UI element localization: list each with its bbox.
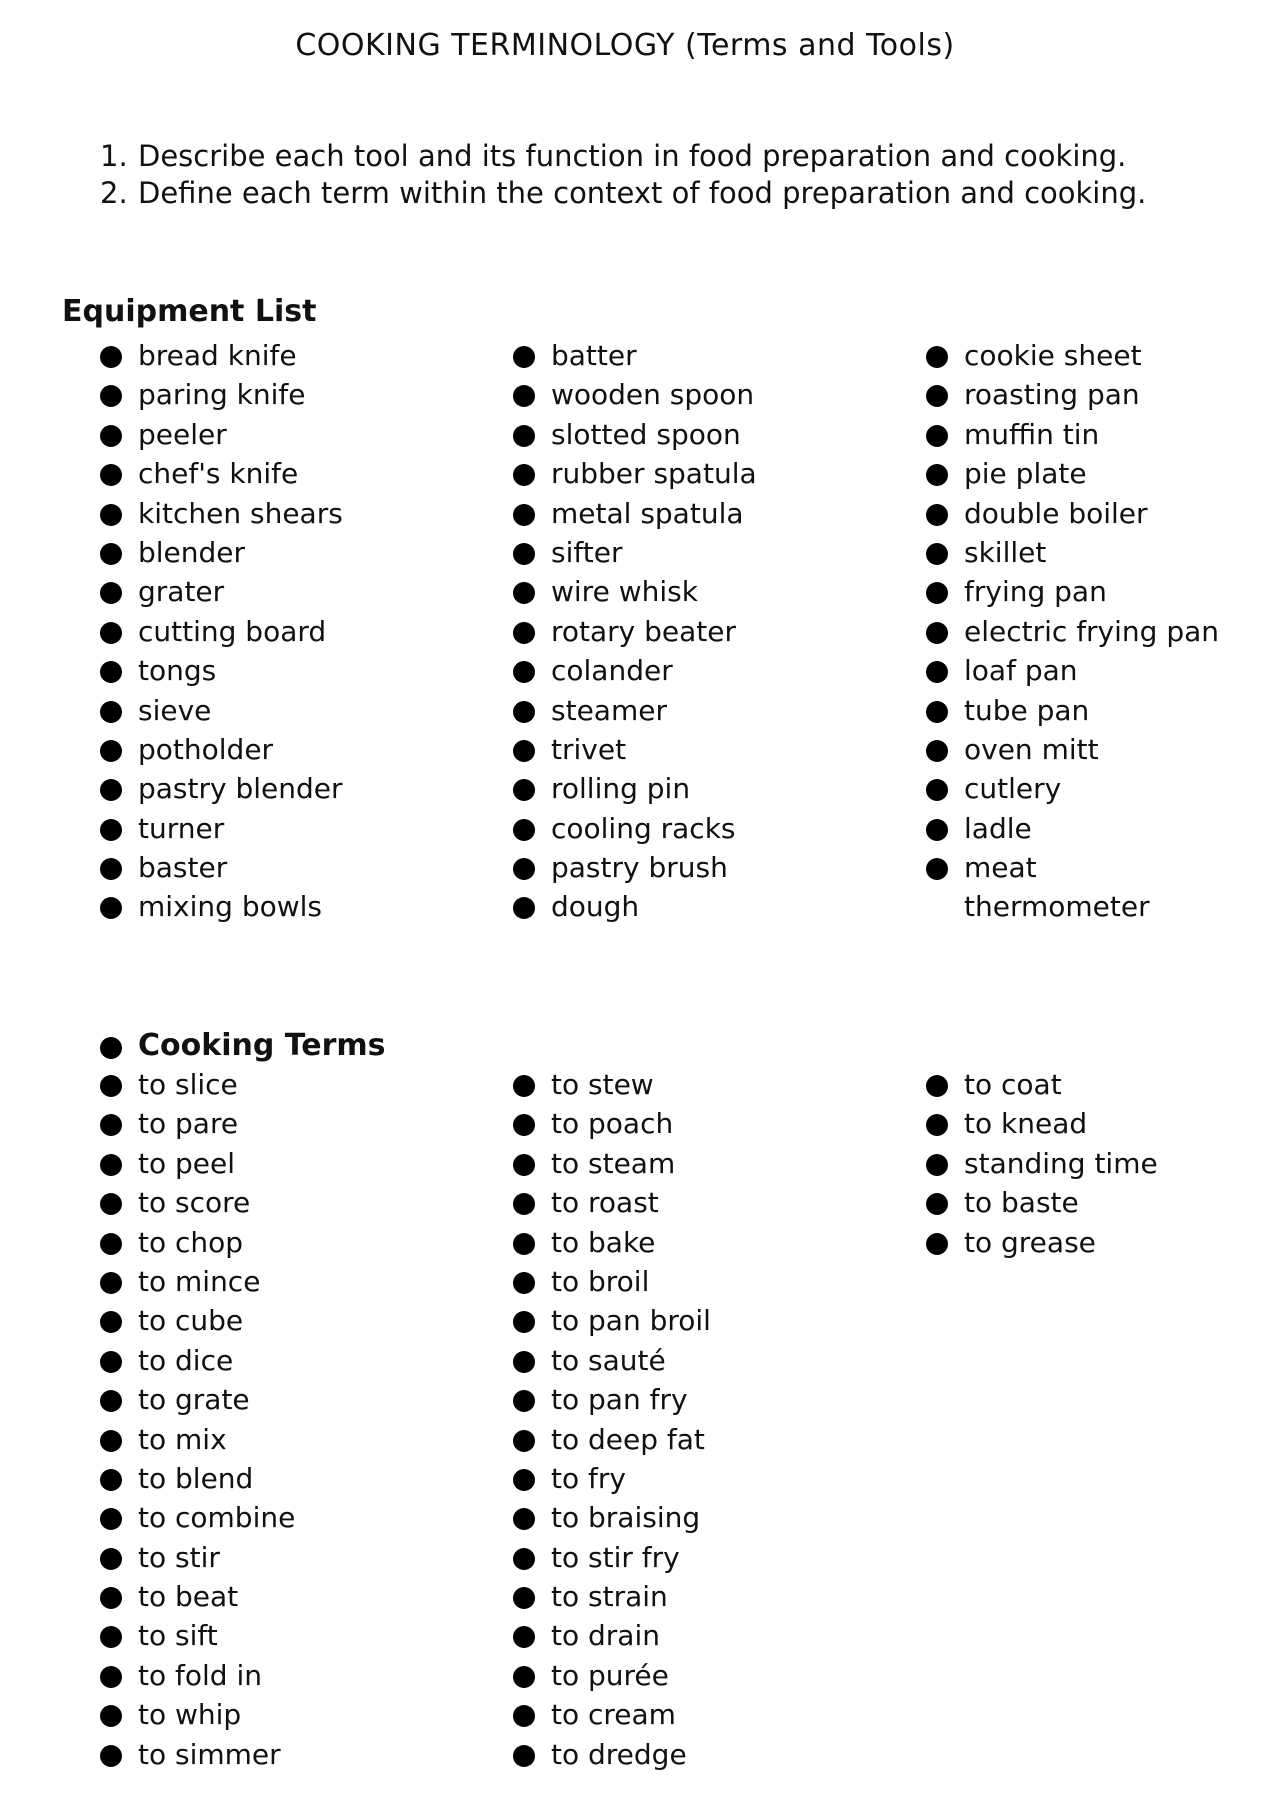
list-item-label: skillet	[964, 535, 1047, 569]
list-item	[100, 848, 343, 887]
list-item	[926, 572, 1219, 611]
list-item	[100, 1341, 295, 1380]
bullet-icon	[926, 1154, 948, 1176]
list-item-label: to braising	[551, 1501, 701, 1535]
list-item-label: kitchen shears	[138, 496, 343, 530]
bullet-icon	[100, 1548, 122, 1570]
list-item-label: steamer	[551, 693, 667, 727]
bullet-icon	[100, 1469, 122, 1491]
bullet-icon	[926, 858, 948, 880]
list-item	[100, 887, 343, 926]
list-item	[100, 494, 343, 533]
list-item-label: turner	[138, 811, 225, 845]
list-item	[100, 612, 343, 651]
bullet-icon	[513, 740, 535, 762]
list-item-label: to drain	[551, 1619, 660, 1653]
bullet-icon	[513, 897, 535, 919]
bullet-icon	[926, 779, 948, 801]
list-item-label: double boiler	[964, 496, 1148, 530]
list-item	[513, 375, 757, 414]
bullet-icon	[100, 346, 122, 368]
bullet-icon	[100, 1272, 122, 1294]
bullet-icon	[100, 1075, 122, 1097]
bullet-icon	[100, 1233, 122, 1255]
bullet-icon	[513, 425, 535, 447]
list-item	[513, 730, 757, 769]
bullet-icon	[926, 582, 948, 604]
list-item-label: to fold in	[138, 1658, 262, 1692]
list-item	[513, 1695, 711, 1734]
list-item	[513, 1262, 711, 1301]
list-item	[926, 769, 1219, 808]
bullet-icon	[513, 1351, 535, 1373]
bullet-icon	[100, 819, 122, 841]
bullet-icon	[100, 897, 122, 919]
bullet-icon	[100, 1114, 122, 1136]
bullet-icon	[513, 346, 535, 368]
list-item-label: to dredge	[551, 1737, 687, 1771]
list-item-label: bread knife	[138, 339, 297, 372]
instruction-text: Define each term within the context of food preparation and cooking.	[138, 176, 1147, 210]
bullet-icon	[926, 701, 948, 723]
list-item	[926, 651, 1219, 690]
list-item-label: to combine	[138, 1501, 296, 1535]
list-item-label: electric frying pan	[964, 614, 1220, 648]
list-item	[513, 1223, 711, 1262]
bullet-icon	[100, 464, 122, 486]
list-item-label: to grease	[964, 1225, 1096, 1259]
bullet-icon	[100, 1430, 122, 1452]
list-item-label: to stir fry	[551, 1540, 680, 1574]
list-item-label: to fry	[551, 1461, 626, 1495]
list-item-label: to pan fry	[551, 1383, 688, 1417]
bullet-icon	[100, 1705, 122, 1727]
bullet-icon	[513, 1193, 535, 1215]
bullet-icon	[100, 1666, 122, 1688]
list-item	[100, 1223, 295, 1262]
list-item	[100, 1183, 295, 1222]
list-item-label: batter	[551, 339, 637, 372]
bullet-icon	[513, 1272, 535, 1294]
list-item-label: muffin tin	[964, 417, 1100, 451]
equipment-heading: Equipment List	[62, 294, 317, 329]
list-item-label: to sauté	[551, 1343, 666, 1377]
list-item	[926, 1144, 1158, 1183]
list-item-label: to purée	[551, 1658, 669, 1692]
list-item	[926, 1065, 1158, 1104]
list-item	[100, 1104, 295, 1143]
bullet-icon	[513, 1508, 535, 1530]
list-item-label: metal spatula	[551, 496, 744, 530]
list-item-label: pastry blender	[138, 772, 343, 806]
list-item	[513, 1144, 711, 1183]
list-item-label: to baste	[964, 1186, 1079, 1220]
list-item-label: to peel	[138, 1146, 236, 1180]
bullet-icon	[926, 543, 948, 565]
list-item	[100, 336, 343, 375]
list-item	[926, 336, 1219, 375]
instruction-number: 1.	[100, 139, 128, 173]
instruction-number: 2.	[100, 176, 128, 210]
list-item	[100, 1144, 295, 1183]
list-item	[100, 1577, 295, 1616]
list-item-label: to chop	[138, 1225, 244, 1259]
list-item	[100, 533, 343, 572]
list-item	[100, 1380, 295, 1419]
list-item	[513, 651, 757, 690]
bullet-icon	[100, 740, 122, 762]
bullet-icon	[926, 346, 948, 368]
list-item-label: to grate	[138, 1383, 250, 1417]
list-item	[926, 612, 1219, 651]
bullet-icon	[513, 1075, 535, 1097]
list-item-label: to strain	[551, 1580, 668, 1614]
list-item	[926, 691, 1219, 730]
terms-heading	[100, 1026, 386, 1066]
list-item-label: oven mitt	[964, 732, 1099, 766]
list-item	[100, 454, 343, 493]
list-item-label: paring knife	[138, 378, 306, 412]
list-item	[513, 612, 757, 651]
bullet-icon	[513, 1587, 535, 1609]
bullet-icon	[513, 779, 535, 801]
list-item-label: sifter	[551, 535, 623, 569]
list-item	[513, 533, 757, 572]
list-item	[513, 1104, 711, 1143]
bullet-icon	[926, 425, 948, 447]
list-item-label: peeler	[138, 417, 227, 451]
list-item	[100, 1065, 295, 1104]
list-item-label: to cream	[551, 1698, 676, 1732]
list-item	[926, 1183, 1158, 1222]
list-item-label: dough	[551, 890, 640, 924]
bullet-icon	[926, 504, 948, 526]
list-item	[513, 1498, 711, 1537]
list-item-label: rotary beater	[551, 614, 737, 648]
bullet-icon	[513, 504, 535, 526]
list-item	[513, 1183, 711, 1222]
list-item	[100, 1695, 295, 1734]
list-item	[513, 1065, 711, 1104]
list-item	[100, 691, 343, 730]
bullet-icon	[100, 1390, 122, 1412]
list-item	[926, 533, 1219, 572]
list-item-label: to pare	[138, 1107, 239, 1141]
list-item	[513, 572, 757, 611]
list-item-label: wire whisk	[551, 575, 698, 609]
list-item-label: to stew	[551, 1068, 654, 1101]
list-item	[100, 1616, 295, 1655]
list-item	[100, 415, 343, 454]
bullet-icon	[513, 858, 535, 880]
list-item-label: colander	[551, 654, 673, 688]
terms-heading-label: Cooking Terms	[138, 1028, 386, 1063]
bullet-icon	[513, 543, 535, 565]
bullet-icon	[513, 1114, 535, 1136]
list-item	[926, 809, 1219, 848]
instruction-item	[100, 175, 1146, 212]
list-item-label: to steam	[551, 1146, 676, 1180]
list-item	[100, 1538, 295, 1577]
bullet-icon	[926, 661, 948, 683]
list-item-label: to poach	[551, 1107, 674, 1141]
list-item	[513, 1538, 711, 1577]
list-item	[100, 1301, 295, 1340]
bullet-icon	[513, 582, 535, 604]
list-item-label: roasting pan	[964, 378, 1140, 412]
list-item	[513, 887, 757, 926]
bullet-icon	[513, 701, 535, 723]
bullet-icon	[100, 1745, 122, 1767]
list-item	[926, 415, 1219, 454]
list-item-label: to dice	[138, 1343, 234, 1377]
bullet-icon	[100, 425, 122, 447]
list-item	[513, 415, 757, 454]
bullet-icon	[926, 1075, 948, 1097]
bullet-icon	[100, 582, 122, 604]
list-item-label: pie plate	[964, 457, 1087, 491]
bullet-icon	[513, 819, 535, 841]
list-item	[100, 730, 343, 769]
list-item	[926, 454, 1219, 493]
bullet-icon	[100, 858, 122, 880]
bullet-icon	[513, 1666, 535, 1688]
bullet-icon	[100, 385, 122, 407]
list-item-label: to pan broil	[551, 1304, 711, 1338]
bullet-icon	[513, 1154, 535, 1176]
bullet-icon	[513, 1311, 535, 1333]
list-item-label: cutting board	[138, 614, 327, 648]
list-item-label: tongs	[138, 654, 217, 688]
equipment-column-3	[926, 336, 1219, 927]
bullet-icon	[926, 622, 948, 644]
list-item	[513, 1616, 711, 1655]
list-item-label: to mince	[138, 1264, 261, 1298]
list-item-label: tube pan	[964, 693, 1090, 727]
list-item-label: slotted spoon	[551, 417, 741, 451]
bullet-icon	[513, 1626, 535, 1648]
list-item	[100, 1420, 295, 1459]
list-item	[926, 730, 1219, 769]
bullet-icon	[100, 1037, 122, 1059]
list-item-label: to coat	[964, 1068, 1062, 1101]
list-item-label: cookie sheet	[964, 339, 1142, 372]
list-item-label: standing time	[964, 1146, 1158, 1180]
bullet-icon	[926, 1114, 948, 1136]
equipment-column-2	[513, 336, 757, 927]
instruction-text: Describe each tool and its function in food preparation and cooking.	[138, 139, 1127, 173]
list-item-label: meat thermometer	[964, 851, 1150, 924]
bullet-icon	[100, 1193, 122, 1215]
list-item	[100, 651, 343, 690]
list-item-label: trivet	[551, 732, 627, 766]
bullet-icon	[100, 543, 122, 565]
bullet-icon	[513, 1705, 535, 1727]
list-item-label: to score	[138, 1186, 251, 1220]
list-item-label: potholder	[138, 732, 274, 766]
list-item	[100, 769, 343, 808]
list-item	[513, 1459, 711, 1498]
list-item-label: baster	[138, 851, 228, 885]
list-item-label: pastry brush	[551, 851, 728, 885]
bullet-icon	[926, 1233, 948, 1255]
list-item-label: to knead	[964, 1107, 1088, 1141]
list-item	[926, 848, 1179, 927]
bullet-icon	[513, 1548, 535, 1570]
instructions-list	[100, 138, 1146, 212]
bullet-icon	[926, 385, 948, 407]
bullet-icon	[100, 1508, 122, 1530]
list-item	[100, 1459, 295, 1498]
bullet-icon	[513, 1430, 535, 1452]
list-item	[100, 1656, 295, 1695]
bullet-icon	[100, 1154, 122, 1176]
list-item-label: chef's knife	[138, 457, 299, 491]
bullet-icon	[100, 1351, 122, 1373]
equipment-column-1	[100, 336, 343, 927]
list-item	[513, 809, 757, 848]
bullet-icon	[513, 385, 535, 407]
list-item	[100, 1498, 295, 1537]
list-item	[513, 1577, 711, 1616]
list-item-label: blender	[138, 535, 246, 569]
bullet-icon	[926, 464, 948, 486]
list-item-label: wooden spoon	[551, 378, 755, 412]
list-item	[513, 1380, 711, 1419]
terms-column-2	[513, 1065, 711, 1774]
bullet-icon	[513, 464, 535, 486]
bullet-icon	[100, 622, 122, 644]
bullet-icon	[926, 819, 948, 841]
list-item-label: grater	[138, 575, 225, 609]
bullet-icon	[513, 622, 535, 644]
list-item-label: to deep fat	[551, 1422, 705, 1456]
bullet-icon	[100, 701, 122, 723]
list-item	[513, 769, 757, 808]
list-item	[100, 809, 343, 848]
bullet-icon	[513, 1745, 535, 1767]
bullet-icon	[513, 661, 535, 683]
list-item	[513, 691, 757, 730]
list-item-label: sieve	[138, 693, 212, 727]
list-item-label: to beat	[138, 1580, 239, 1614]
list-item-label: to stir	[138, 1540, 220, 1574]
list-item-label: cooling racks	[551, 811, 736, 845]
list-item	[513, 1341, 711, 1380]
bullet-icon	[513, 1469, 535, 1491]
list-item-label: rubber spatula	[551, 457, 757, 491]
instruction-item	[100, 138, 1146, 175]
bullet-icon	[100, 504, 122, 526]
list-item-label: to blend	[138, 1461, 254, 1495]
bullet-icon	[926, 740, 948, 762]
bullet-icon	[513, 1390, 535, 1412]
list-item-label: ladle	[964, 811, 1032, 845]
list-item	[926, 1104, 1158, 1143]
list-item	[513, 1301, 711, 1340]
list-item-label: mixing bowls	[138, 890, 322, 924]
bullet-icon	[100, 779, 122, 801]
list-item	[926, 1223, 1158, 1262]
list-item-label: to simmer	[138, 1737, 281, 1771]
terms-column-1	[100, 1065, 295, 1774]
bullet-icon	[100, 1626, 122, 1648]
list-item	[513, 848, 757, 887]
list-item	[513, 336, 757, 375]
list-item-label: to sift	[138, 1619, 218, 1653]
bullet-icon	[100, 1311, 122, 1333]
bullet-icon	[100, 1587, 122, 1609]
list-item-label: to slice	[138, 1068, 238, 1101]
list-item-label: to broil	[551, 1264, 650, 1298]
list-item-label: to cube	[138, 1304, 244, 1338]
list-item	[100, 1735, 295, 1774]
bullet-icon	[513, 1233, 535, 1255]
list-item	[926, 494, 1219, 533]
list-item	[100, 1262, 295, 1301]
list-item-label: to roast	[551, 1186, 659, 1220]
bullet-icon	[100, 661, 122, 683]
bullet-icon	[926, 1193, 948, 1215]
list-item-label: to whip	[138, 1698, 242, 1732]
list-item-label: cutlery	[964, 772, 1062, 806]
list-item-label: to mix	[138, 1422, 227, 1456]
list-item	[926, 375, 1219, 414]
list-item-label: frying pan	[964, 575, 1107, 609]
terms-column-3	[926, 1065, 1158, 1262]
list-item	[513, 1656, 711, 1695]
list-item	[513, 1735, 711, 1774]
list-item	[513, 1420, 711, 1459]
list-item	[100, 572, 343, 611]
list-item-label: to bake	[551, 1225, 656, 1259]
list-item-label: loaf pan	[964, 654, 1078, 688]
list-item	[513, 494, 757, 533]
list-item	[513, 454, 757, 493]
list-item	[100, 375, 343, 414]
page-title: COOKING TERMINOLOGY (Terms and Tools)	[295, 28, 955, 63]
list-item-label: rolling pin	[551, 772, 691, 806]
